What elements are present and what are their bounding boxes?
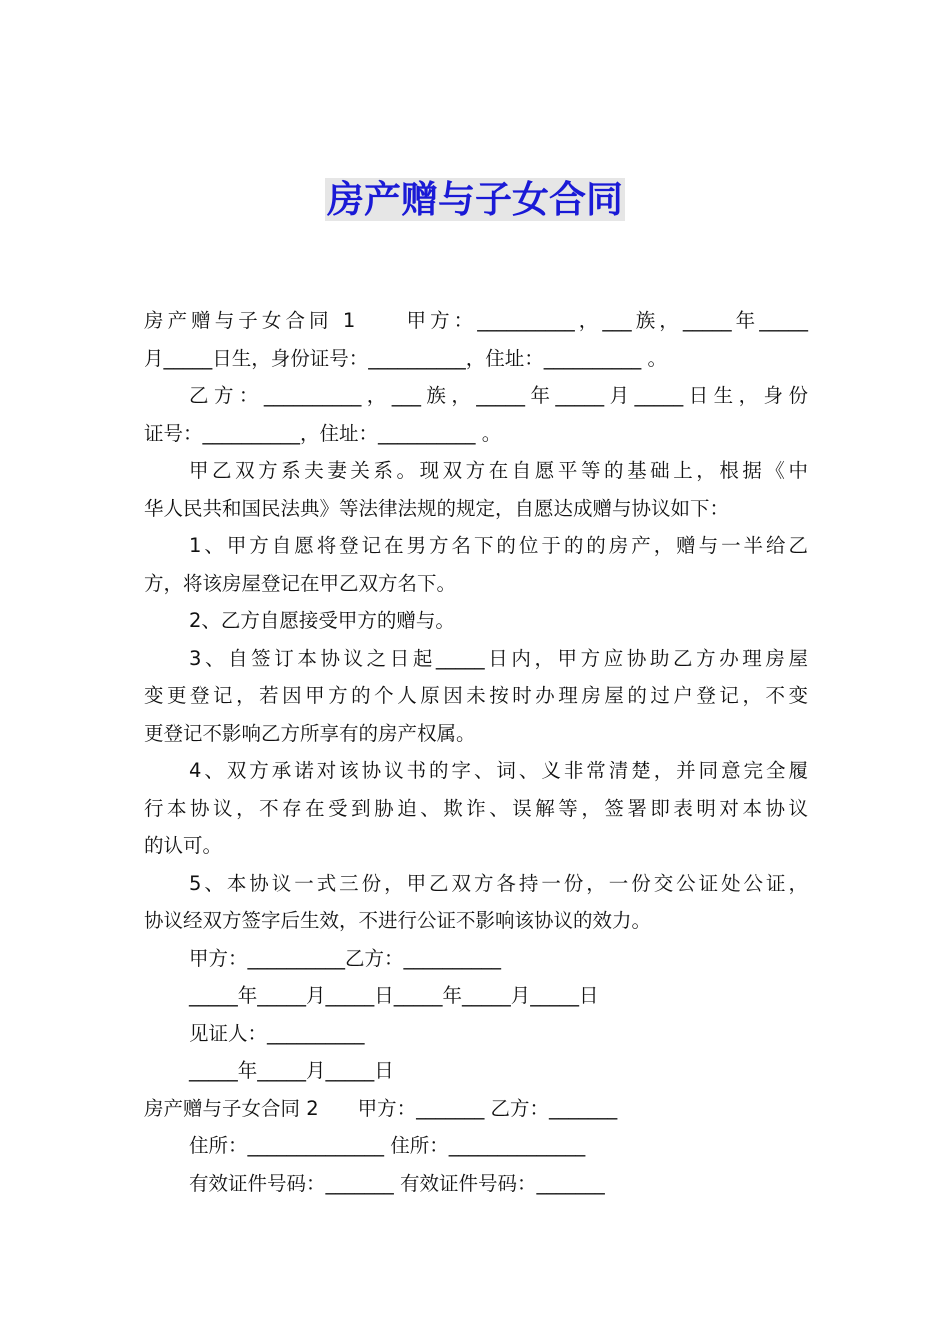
clause-2: 2、乙方自愿接受甲方的赠与。 [189,609,455,632]
witness-date-line: _____年_____月_____日 [189,1059,394,1082]
clause-3-cont-1: 变更登记，若因甲方的个人原因未按时办理房屋的过户登记，不变 [144,684,808,707]
clause-1: 1、甲方自愿将登记在男方名下的位于的的房产，赠与一半给乙 [189,534,808,557]
contract-2-address-line: 住所：______________ 住所：______________ [189,1134,586,1157]
clause-4: 4、双方承诺对该协议书的字、词、义非常清楚，并同意完全履 [189,759,808,782]
contract-1-heading-line: 房产赠与子女合同 1 甲方：__________，___族，_____年_____ [144,309,808,332]
witness-line: 见证人：__________ [189,1021,365,1045]
paragraph-intro: 甲乙双方系夫妻关系。现双方在自愿平等的基础上，根据《中 [189,459,808,482]
clause-4-cont-1: 行本协议，不存在受到胁迫、欺诈、误解等，签署即表明对本协议 [144,796,808,820]
signature-parties-line: 甲方：__________乙方：__________ [189,946,502,970]
clause-3-cont-2: 更登记不影响乙方所享有的房产权属。 [144,721,476,745]
contract-2-heading-line: 房产赠与子女合同 2 甲方：_______ 乙方：_______ [144,1096,618,1120]
party-b-line-cont: 证号：__________，住址：__________ 。 [144,421,502,445]
contract-2-id-line: 有效证件号码：_______ 有效证件号码：_______ [189,1171,605,1195]
clause-4-cont-2: 的认可。 [144,834,223,857]
clause-3: 3、自签订本协议之日起_____日内，甲方应协助乙方办理房屋 [189,646,808,670]
clause-1-cont: 方，将该房屋登记在甲乙双方名下。 [144,571,457,595]
paragraph-intro-cont: 华人民共和国民法典》等法律法规的规定，自愿达成赠与协议如下： [144,496,730,520]
signature-dates-line: _____年_____月_____日_____年_____月_____日 [189,984,599,1007]
party-a-line-cont: 月_____日生，身份证号：__________，住址：__________ 。 [144,346,667,370]
document-title [0,176,950,224]
clause-5: 5、本协议一式三份，甲乙双方各持一份，一份交公证处公证， [189,871,808,895]
document-body [144,302,808,1202]
document-title-text: 房产赠与子女合同 [327,178,623,221]
party-b-line: 乙方：__________，___族，_____年_____月_____日生，身份 [189,384,808,407]
clause-5-cont: 协议经双方签字后生效，不进行公证不影响该协议的效力。 [144,909,652,932]
